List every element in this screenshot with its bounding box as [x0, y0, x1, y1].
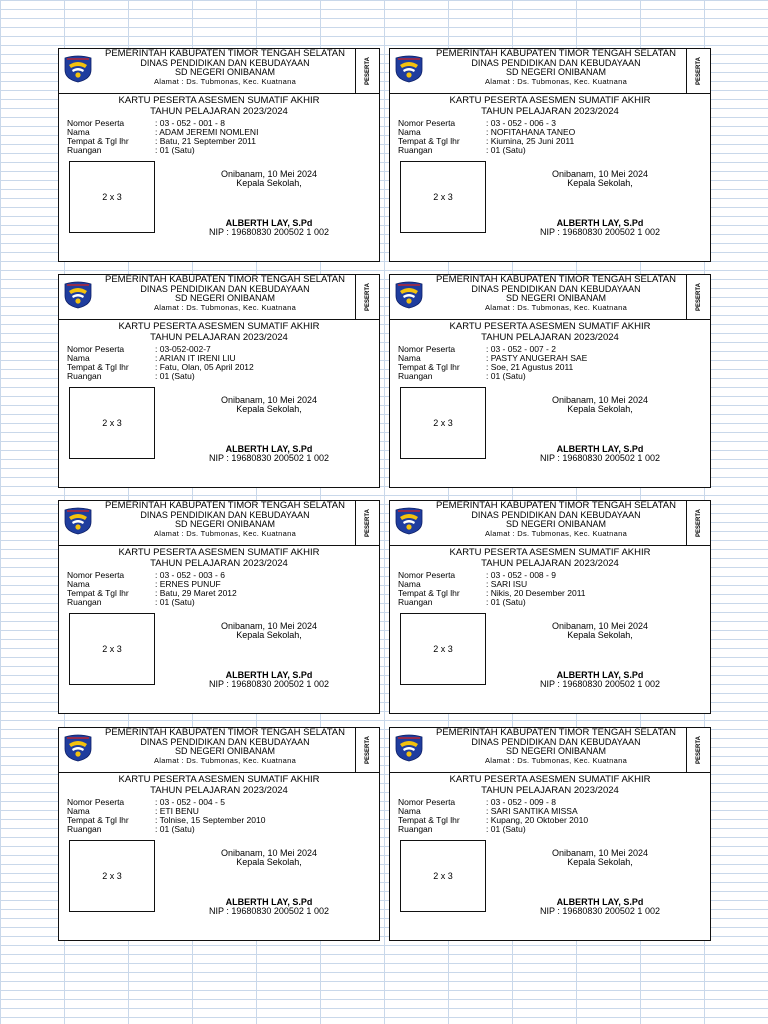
value-nomor: : 03 - 052 - 007 - 2 — [486, 344, 556, 354]
photo-box — [69, 613, 155, 685]
signature-place-date: Onibanam, 10 Mei 2024 — [220, 169, 318, 179]
participant-card-8 — [389, 727, 711, 941]
card-title: KARTU PESERTA ASESMEN SUMATIF AKHIR — [118, 547, 320, 558]
header-department: DINAS PENDIDIKAN DAN KEBUDAYAAN — [471, 58, 641, 68]
signature-nip: NIP : 19680830 200502 1 002 — [540, 906, 660, 916]
value-ttl: : Tolnise, 15 September 2010 — [155, 815, 266, 825]
header-department: DINAS PENDIDIKAN DAN KEBUDAYAAN — [140, 284, 310, 294]
peserta-text: PESERTA — [364, 736, 371, 764]
header-school: SD NEGERI ONIBANAM — [505, 519, 606, 529]
header-department: DINAS PENDIDIKAN DAN KEBUDAYAAN — [471, 284, 641, 294]
card-year: TAHUN PELAJARAN 2023/2024 — [150, 332, 288, 343]
card-title: KARTU PESERTA ASESMEN SUMATIF AKHIR — [118, 321, 320, 332]
header-department: DINAS PENDIDIKAN DAN KEBUDAYAAN — [471, 737, 641, 747]
signature-place-date: Onibanam, 10 Mei 2024 — [551, 621, 649, 631]
card-year: TAHUN PELAJARAN 2023/2024 — [481, 106, 619, 117]
header-school: SD NEGERI ONIBANAM — [174, 746, 275, 756]
label-nomor: Nomor Peserta — [67, 570, 125, 580]
signature-name: ALBERTH LAY, S.Pd — [556, 444, 644, 454]
value-nomor: : 03 - 052 - 009 - 8 — [486, 797, 556, 807]
row-ttl — [398, 137, 698, 146]
header-department: DINAS PENDIDIKAN DAN KEBUDAYAAN — [140, 737, 310, 747]
label-ruangan: Ruangan — [67, 145, 102, 155]
value-ruangan: : 01 (Satu) — [486, 145, 526, 155]
row-ruangan — [398, 372, 698, 381]
value-ruangan: : 01 (Satu) — [155, 824, 195, 834]
card-year: TAHUN PELAJARAN 2023/2024 — [150, 106, 288, 117]
value-ruangan: : 01 (Satu) — [155, 145, 195, 155]
header-government: PEMERINTAH KABUPATEN TIMOR TENGAH SELATAN — [435, 48, 676, 59]
tut-wuri-handayani-logo-icon — [63, 55, 93, 83]
signature-name: ALBERTH LAY, S.Pd — [556, 670, 644, 680]
signature-place-date: Onibanam, 10 Mei 2024 — [551, 395, 649, 405]
header-school: SD NEGERI ONIBANAM — [174, 519, 275, 529]
peserta-text: PESERTA — [695, 509, 702, 537]
row-ruangan — [67, 598, 367, 607]
signature-name: ALBERTH LAY, S.Pd — [225, 897, 313, 907]
header-address: Alamat : Ds. Tubmonas, Kec. Kuatnana — [153, 77, 297, 86]
value-nama: : ETI BENU — [155, 806, 199, 816]
label-ruangan: Ruangan — [67, 597, 102, 607]
peserta-side-label — [686, 728, 710, 772]
label-nama: Nama — [67, 579, 90, 589]
card-title: KARTU PESERTA ASESMEN SUMATIF AKHIR — [118, 95, 320, 106]
signature-nip: NIP : 19680830 200502 1 002 — [209, 906, 329, 916]
value-ruangan: : 01 (Satu) — [486, 824, 526, 834]
label-ruangan: Ruangan — [67, 824, 102, 834]
value-nomor: : 03-052-002-7 — [155, 344, 211, 354]
tut-wuri-handayani-logo-icon — [394, 55, 424, 83]
label-nomor: Nomor Peserta — [398, 797, 456, 807]
card-title: KARTU PESERTA ASESMEN SUMATIF AKHIR — [449, 321, 651, 332]
row-ruangan — [398, 598, 698, 607]
card-year: TAHUN PELAJARAN 2023/2024 — [481, 332, 619, 343]
peserta-side-label — [686, 501, 710, 545]
label-nama: Nama — [398, 127, 421, 137]
signature-nip: NIP : 19680830 200502 1 002 — [540, 227, 660, 237]
signature-name: ALBERTH LAY, S.Pd — [225, 444, 313, 454]
label-ruangan: Ruangan — [398, 597, 433, 607]
participant-card-3 — [58, 274, 380, 488]
row-ttl — [67, 589, 367, 598]
photo-box — [400, 161, 486, 233]
peserta-text: PESERTA — [364, 283, 371, 311]
signature-role: Kepala Sekolah, — [567, 630, 633, 640]
row-ruangan — [67, 825, 367, 834]
tut-wuri-handayani-logo-icon — [63, 734, 93, 762]
label-ttl: Tempat & Tgl lhr — [67, 136, 129, 146]
signature-name: ALBERTH LAY, S.Pd — [225, 670, 313, 680]
photo-size-label: 2 x 3 — [433, 418, 453, 428]
photo-box — [69, 840, 155, 912]
value-ttl: : Soe, 21 Agustus 2011 — [486, 362, 574, 372]
label-ttl: Tempat & Tgl lhr — [398, 362, 460, 372]
label-nomor: Nomor Peserta — [398, 570, 456, 580]
photo-size-label: 2 x 3 — [102, 192, 122, 202]
card-header — [59, 501, 379, 546]
signature-place-date: Onibanam, 10 Mei 2024 — [551, 169, 649, 179]
value-nama: : PASTY ANUGERAH SAE — [486, 353, 588, 363]
peserta-side-label — [355, 275, 379, 319]
value-ttl: : Kupang, 20 Oktober 2010 — [486, 815, 589, 825]
label-nama: Nama — [67, 127, 90, 137]
row-ttl — [398, 363, 698, 372]
peserta-text: PESERTA — [364, 57, 371, 85]
tut-wuri-handayani-logo-icon — [394, 734, 424, 762]
header-government: PEMERINTAH KABUPATEN TIMOR TENGAH SELATAN — [104, 500, 345, 511]
signature-role: Kepala Sekolah, — [236, 857, 302, 867]
card-header — [390, 275, 710, 320]
label-ttl: Tempat & Tgl lhr — [67, 362, 129, 372]
signature-nip: NIP : 19680830 200502 1 002 — [540, 679, 660, 689]
header-school: SD NEGERI ONIBANAM — [174, 67, 275, 77]
signature-nip: NIP : 19680830 200502 1 002 — [209, 453, 329, 463]
header-address: Alamat : Ds. Tubmonas, Kec. Kuatnana — [484, 756, 628, 765]
photo-size-label: 2 x 3 — [433, 192, 453, 202]
peserta-side-label — [355, 49, 379, 93]
header-government: PEMERINTAH KABUPATEN TIMOR TENGAH SELATAN — [104, 48, 345, 59]
card-header — [59, 275, 379, 320]
signature-nip: NIP : 19680830 200502 1 002 — [209, 679, 329, 689]
peserta-side-label — [686, 49, 710, 93]
signature-role: Kepala Sekolah, — [236, 178, 302, 188]
header-government: PEMERINTAH KABUPATEN TIMOR TENGAH SELATAN — [435, 500, 676, 511]
row-ttl — [398, 816, 698, 825]
tut-wuri-handayani-logo-icon — [63, 507, 93, 535]
card-title: KARTU PESERTA ASESMEN SUMATIF AKHIR — [118, 774, 320, 785]
label-ruangan: Ruangan — [67, 371, 102, 381]
row-ttl — [67, 816, 367, 825]
row-nomor — [67, 798, 367, 807]
row-ttl — [67, 137, 367, 146]
label-nama: Nama — [67, 806, 90, 816]
participant-card-6 — [389, 500, 711, 714]
label-nama: Nama — [398, 806, 421, 816]
header-school: SD NEGERI ONIBANAM — [174, 293, 275, 303]
header-address: Alamat : Ds. Tubmonas, Kec. Kuatnana — [484, 77, 628, 86]
peserta-side-label — [355, 501, 379, 545]
header-department: DINAS PENDIDIKAN DAN KEBUDAYAAN — [140, 510, 310, 520]
row-ruangan — [398, 146, 698, 155]
peserta-text: PESERTA — [695, 57, 702, 85]
peserta-text: PESERTA — [695, 736, 702, 764]
signature-name: ALBERTH LAY, S.Pd — [556, 218, 644, 228]
header-government: PEMERINTAH KABUPATEN TIMOR TENGAH SELATAN — [104, 727, 345, 738]
card-title: KARTU PESERTA ASESMEN SUMATIF AKHIR — [449, 547, 651, 558]
photo-size-label: 2 x 3 — [102, 418, 122, 428]
peserta-side-label — [686, 275, 710, 319]
signature-role: Kepala Sekolah, — [567, 857, 633, 867]
card-year: TAHUN PELAJARAN 2023/2024 — [481, 558, 619, 569]
header-address: Alamat : Ds. Tubmonas, Kec. Kuatnana — [153, 756, 297, 765]
photo-size-label: 2 x 3 — [102, 871, 122, 881]
value-nama: : NOFITAHANA TANEO — [486, 127, 576, 137]
photo-box — [400, 387, 486, 459]
value-ttl: : Kiumina, 25 Juni 2011 — [486, 136, 575, 146]
header-address: Alamat : Ds. Tubmonas, Kec. Kuatnana — [153, 529, 297, 538]
photo-size-label: 2 x 3 — [433, 644, 453, 654]
value-nama: : ARIAN IT IRENI LIU — [155, 353, 236, 363]
card-year: TAHUN PELAJARAN 2023/2024 — [150, 558, 288, 569]
label-nomor: Nomor Peserta — [398, 118, 456, 128]
header-government: PEMERINTAH KABUPATEN TIMOR TENGAH SELATAN — [104, 274, 345, 285]
label-ruangan: Ruangan — [398, 824, 433, 834]
value-ttl: : Fatu, Olan, 05 April 2012 — [155, 362, 254, 372]
value-ruangan: : 01 (Satu) — [155, 371, 195, 381]
participant-card-2 — [389, 48, 711, 262]
value-nomor: : 03 - 052 - 008 - 9 — [486, 570, 556, 580]
signature-place-date: Onibanam, 10 Mei 2024 — [220, 621, 318, 631]
label-nama: Nama — [398, 353, 421, 363]
card-header — [390, 49, 710, 94]
label-nomor: Nomor Peserta — [67, 797, 125, 807]
label-ttl: Tempat & Tgl lhr — [398, 815, 460, 825]
photo-box — [69, 387, 155, 459]
label-nomor: Nomor Peserta — [398, 344, 456, 354]
header-department: DINAS PENDIDIKAN DAN KEBUDAYAAN — [140, 58, 310, 68]
header-department: DINAS PENDIDIKAN DAN KEBUDAYAAN — [471, 510, 641, 520]
tut-wuri-handayani-logo-icon — [394, 281, 424, 309]
participant-card-4 — [389, 274, 711, 488]
label-ruangan: Ruangan — [398, 371, 433, 381]
photo-box — [69, 161, 155, 233]
card-title: KARTU PESERTA ASESMEN SUMATIF AKHIR — [449, 774, 651, 785]
participant-card-7 — [58, 727, 380, 941]
label-nomor: Nomor Peserta — [67, 344, 125, 354]
header-government: PEMERINTAH KABUPATEN TIMOR TENGAH SELATAN — [435, 727, 676, 738]
value-ttl: : Batu, 21 September 2011 — [155, 136, 256, 146]
signature-nip: NIP : 19680830 200502 1 002 — [540, 453, 660, 463]
value-ttl: : Nikis, 20 Desember 2011 — [486, 588, 586, 598]
value-nomor: : 03 - 052 - 003 - 6 — [155, 570, 225, 580]
label-ttl: Tempat & Tgl lhr — [67, 588, 129, 598]
label-nomor: Nomor Peserta — [67, 118, 125, 128]
header-address: Alamat : Ds. Tubmonas, Kec. Kuatnana — [484, 303, 628, 312]
label-nama: Nama — [398, 579, 421, 589]
value-nama: : ERNES PUNUF — [155, 579, 221, 589]
value-nomor: : 03 - 052 - 006 - 3 — [486, 118, 556, 128]
participant-card-1 — [58, 48, 380, 262]
signature-place-date: Onibanam, 10 Mei 2024 — [220, 848, 318, 858]
label-ttl: Tempat & Tgl lhr — [398, 136, 460, 146]
row-ruangan — [67, 372, 367, 381]
card-year: TAHUN PELAJARAN 2023/2024 — [150, 785, 288, 796]
header-school: SD NEGERI ONIBANAM — [505, 293, 606, 303]
value-nama: : ADAM JEREMI NOMLENI — [155, 127, 259, 137]
label-nama: Nama — [67, 353, 90, 363]
value-nomor: : 03 - 052 - 004 - 5 — [155, 797, 225, 807]
tut-wuri-handayani-logo-icon — [63, 281, 93, 309]
signature-place-date: Onibanam, 10 Mei 2024 — [551, 848, 649, 858]
signature-name: ALBERTH LAY, S.Pd — [556, 897, 644, 907]
signature-nip: NIP : 19680830 200502 1 002 — [209, 227, 329, 237]
value-ruangan: : 01 (Satu) — [486, 371, 526, 381]
header-school: SD NEGERI ONIBANAM — [505, 67, 606, 77]
peserta-text: PESERTA — [695, 283, 702, 311]
value-nama: : SARI ISU — [486, 579, 528, 589]
value-ruangan: : 01 (Satu) — [486, 597, 526, 607]
card-header — [390, 501, 710, 546]
tut-wuri-handayani-logo-icon — [394, 507, 424, 535]
photo-size-label: 2 x 3 — [433, 871, 453, 881]
photo-box — [400, 840, 486, 912]
card-header — [59, 49, 379, 94]
signature-place-date: Onibanam, 10 Mei 2024 — [220, 395, 318, 405]
row-ruangan — [67, 146, 367, 155]
signature-role: Kepala Sekolah, — [236, 630, 302, 640]
card-header — [59, 728, 379, 773]
value-nomor: : 03 - 052 - 001 - 8 — [155, 118, 225, 128]
signature-role: Kepala Sekolah, — [236, 404, 302, 414]
header-address: Alamat : Ds. Tubmonas, Kec. Kuatnana — [484, 529, 628, 538]
signature-role: Kepala Sekolah, — [567, 178, 633, 188]
header-school: SD NEGERI ONIBANAM — [505, 746, 606, 756]
peserta-side-label — [355, 728, 379, 772]
card-header — [390, 728, 710, 773]
row-ttl — [67, 363, 367, 372]
card-year: TAHUN PELAJARAN 2023/2024 — [481, 785, 619, 796]
label-ttl: Tempat & Tgl lhr — [67, 815, 129, 825]
signature-role: Kepala Sekolah, — [567, 404, 633, 414]
row-ttl — [398, 589, 698, 598]
label-ruangan: Ruangan — [398, 145, 433, 155]
row-ruangan — [398, 825, 698, 834]
header-government: PEMERINTAH KABUPATEN TIMOR TENGAH SELATAN — [435, 274, 676, 285]
value-ttl: : Batu, 29 Maret 2012 — [155, 588, 237, 598]
header-address: Alamat : Ds. Tubmonas, Kec. Kuatnana — [153, 303, 297, 312]
participant-card-5 — [58, 500, 380, 714]
peserta-text: PESERTA — [364, 509, 371, 537]
label-ttl: Tempat & Tgl lhr — [398, 588, 460, 598]
value-nama: : SARI SANTIKA MISSA — [486, 806, 578, 816]
photo-box — [400, 613, 486, 685]
photo-size-label: 2 x 3 — [102, 644, 122, 654]
row-nomor — [398, 571, 698, 580]
card-title: KARTU PESERTA ASESMEN SUMATIF AKHIR — [449, 95, 651, 106]
value-ruangan: : 01 (Satu) — [155, 597, 195, 607]
signature-name: ALBERTH LAY, S.Pd — [225, 218, 313, 228]
